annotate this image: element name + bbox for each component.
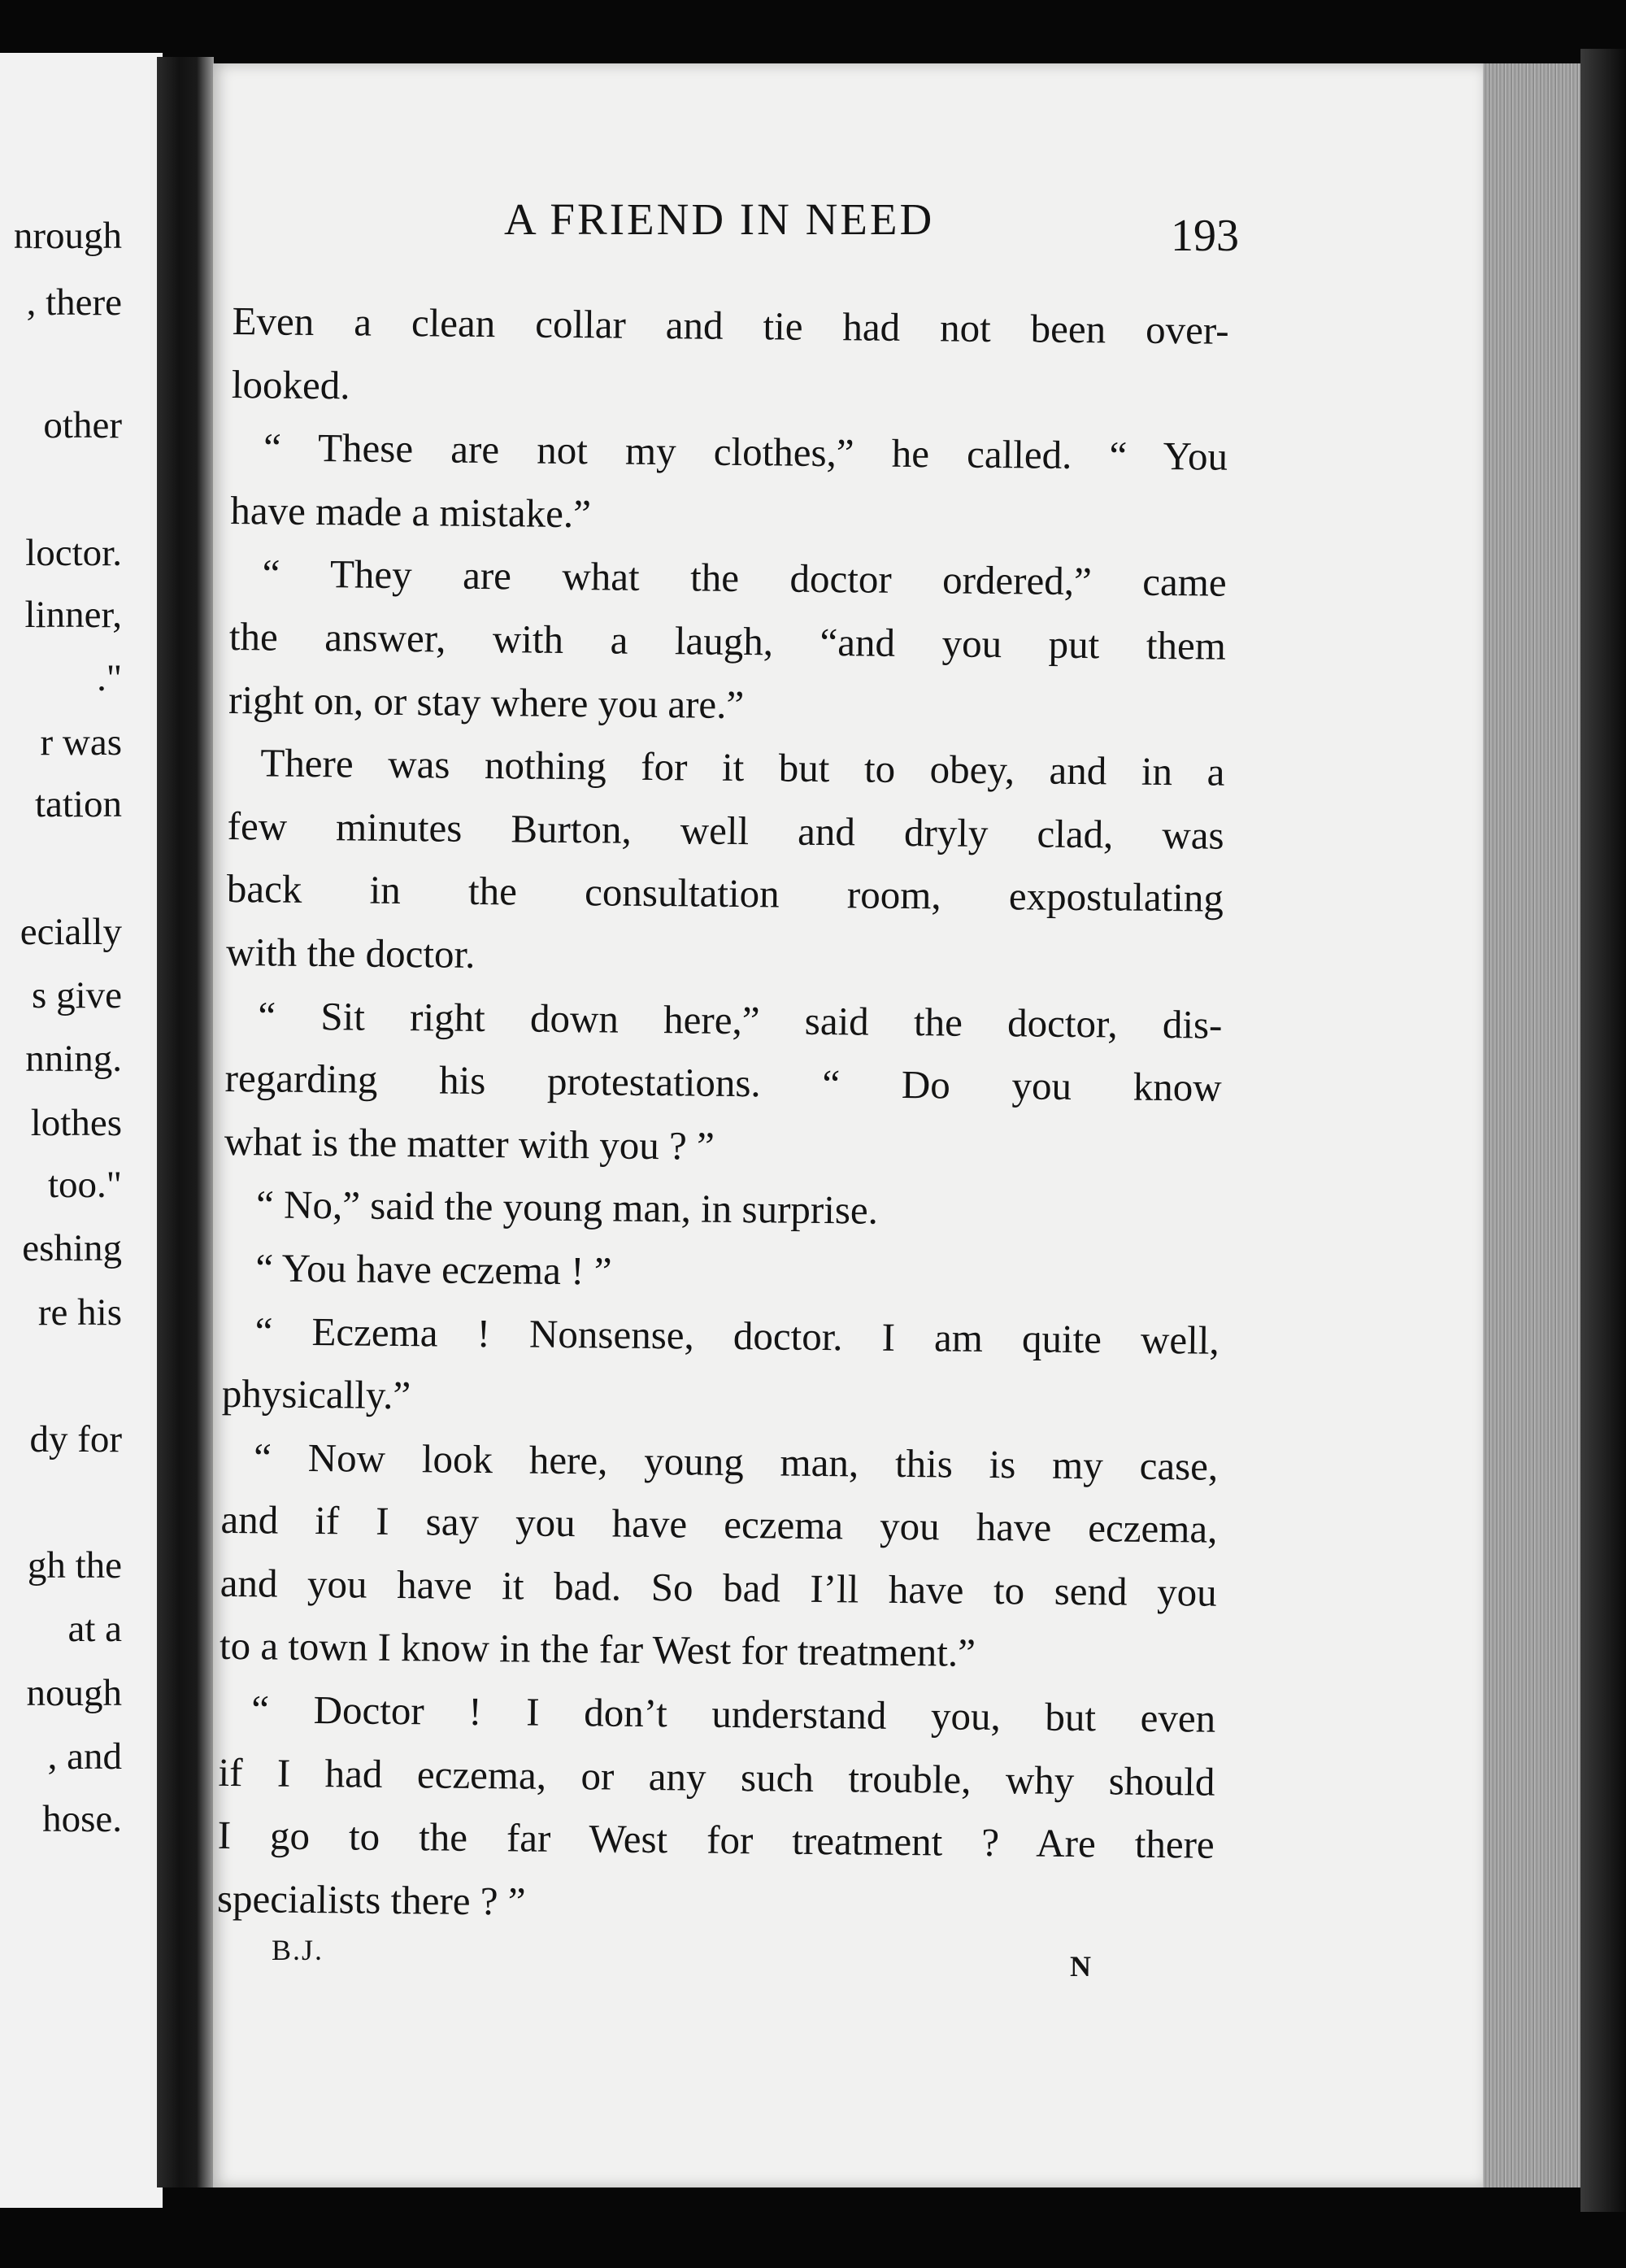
left-page-line: ecially [20,910,122,953]
left-page-line: linner, [24,594,122,637]
text-line: “ They are what the doctor ordered,” came [262,551,1227,606]
book-fore-edge [1483,63,1580,2187]
text-line: have made a mistake.” [230,487,592,537]
signature-mark: B.J. [272,1934,324,1966]
left-page-line: gh the [27,1544,122,1587]
left-page-line: too." [48,1164,122,1207]
text-line: the answer, with a laugh, “and you put them [228,613,1227,668]
text-line: “ Doctor ! I don’t understand you, but even [250,1687,1216,1741]
left-page-line: lothes [30,1101,122,1144]
text-line: “ Sit right down here,” said the doctor, dis- [258,992,1223,1047]
page-number: 193 [1171,211,1239,261]
text-line: “ No,” said the young man, in surprise. [255,1182,879,1233]
text-line: physically.” [221,1371,411,1418]
text-line: what is the matter with you ? ” [224,1118,715,1169]
text-line: and you have it bad. So bad I’ll have to send you [220,1560,1217,1615]
text-line: “ You have eczema ! ” [255,1245,612,1294]
scan-edge-shadow [1580,49,1626,2212]
text-line: Even a clean collar and tie had not been over- [232,298,1229,353]
left-page-line: tation [34,783,122,826]
left-page-line: re his [37,1291,122,1334]
left-page-line: at a [67,1608,122,1651]
text-line: and if I say you have eczema you have eczema, [220,1497,1218,1552]
left-page-line: nrough [13,214,122,257]
left-page-line: nning. [25,1038,122,1081]
left-page-line: r was [40,720,122,764]
left-page-line: eshing [22,1227,122,1270]
left-page-line: s give [32,974,122,1017]
text-line: “ Eczema ! Nonsense, doctor. I am quite well, [254,1308,1220,1363]
text-line: I go to the far West for treatment ? Are there [217,1813,1215,1867]
left-page-line: dy for [29,1418,122,1461]
text-line: “ These are not my clothes,” he called. “ You [263,424,1228,479]
text-line: to a town I know in the far West for treatment.” [219,1623,976,1676]
text-line: regarding his protestations. “ Do you know [224,1056,1222,1110]
left-page-line: , and [47,1735,122,1778]
text-line: specialists there ? ” [216,1875,526,1924]
text-line: few minutes Burton, well and dryly clad, was [227,803,1224,858]
left-page-line: hose. [42,1797,122,1840]
text-line: with the doctor. [225,929,476,977]
text-line: if I had eczema, or any such trouble, why should [218,1749,1215,1804]
left-page-line: ." [97,657,122,700]
book-gutter-shadow [157,57,214,2187]
left-page-line: loctor. [25,531,122,574]
running-head-title: A FRIEND IN NEED [504,194,935,244]
left-page-line: other [43,404,122,446]
left-facing-page [0,53,163,2208]
left-page-line: nough [26,1671,122,1714]
text-line: There was nothing for it but to obey, and in a [260,740,1225,794]
text-line: looked. [231,361,350,407]
text-line: right on, or stay where you are.” [228,677,745,727]
text-line: back in the consultation room, expostulating [226,866,1224,921]
left-page-line: , there [26,281,122,324]
signature-letter: N [1070,1950,1091,1983]
left-page-text [0,53,122,2208]
text-line: “ Now look here, young man, this is my case, [253,1434,1219,1489]
body-text [217,289,1229,1939]
